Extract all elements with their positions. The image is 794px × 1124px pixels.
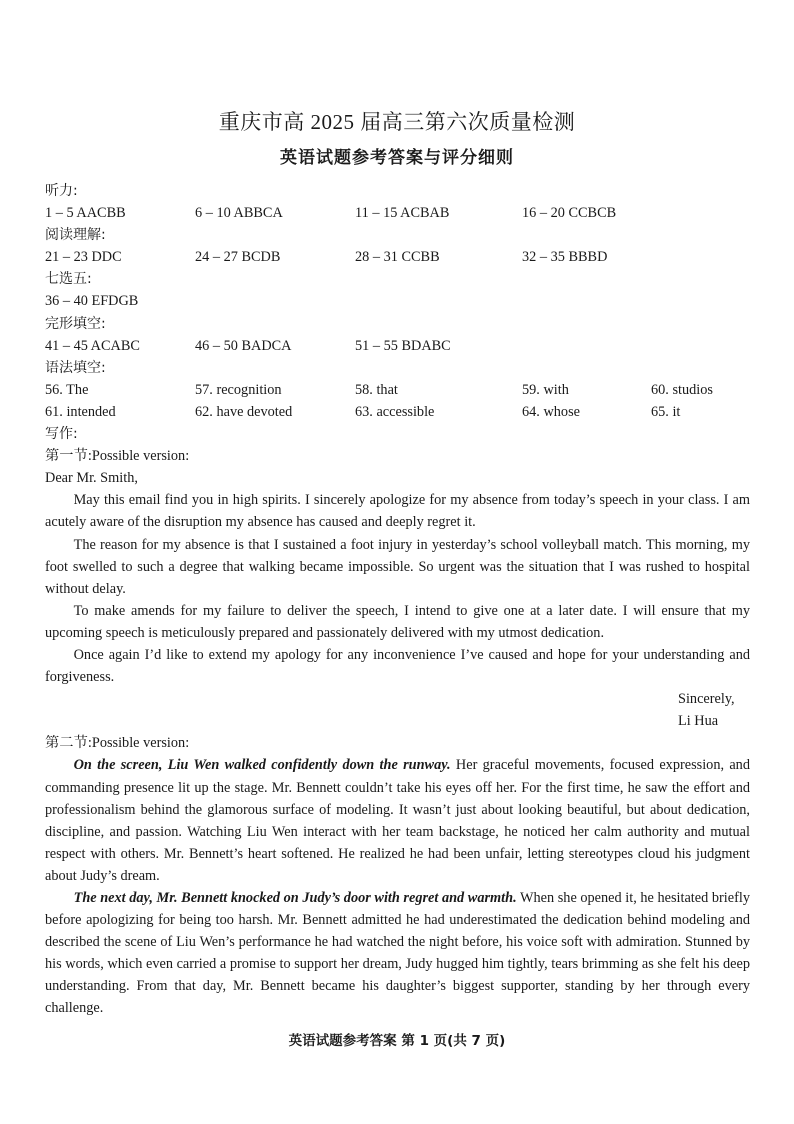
letter-greeting: Dear Mr. Smith, <box>45 470 138 487</box>
grammar-answer: 64. whose <box>522 403 580 420</box>
grammar-answer: 56. The <box>45 381 89 398</box>
page-footer: 英语试题参考答案 第 1 页(共 7 页) <box>288 1033 506 1049</box>
story-body: When she opened it, he hesitated briefly before apologizing for being too harsh. Mr. Bennett admitted he had underestimated the dedication behind modeling and described the scene of Liu Wen’s performance he had watched the night before, his voice soft with admiration. Stunned by his words, which even carried a promise to support her dream, Judy hugged him tightly, tears brimming as she felt his deep understanding. From that day, Mr. Bennett became his daughter’s biggest supporter, standing by her through every challenge. <box>45 890 750 1017</box>
writing-heading: 写作: <box>45 426 78 443</box>
answer-group: 21 – 23 DDC <box>45 249 122 266</box>
page-subtitle: 英语试题参考答案与评分细则 <box>280 148 514 168</box>
letter-paragraph: May this email find you in high spirits. I sincerely apologize for my absence from today’s speech in your class. I am acutely aware of the disruption my absence has caused and deeply regret it. <box>45 492 750 531</box>
letter-paragraph: To make amends for my failure to deliver the speech, I intend to give one at a later date. I will ensure that my upcoming speech is meticulously prepared and passionately delivered with my utmost dedication. <box>45 602 750 641</box>
part2-label: 第二节:Possible version: <box>45 735 190 752</box>
grammar-heading: 语法填空: <box>45 359 106 376</box>
grammar-answer: 60. studios <box>651 381 713 398</box>
grammar-answers-row <box>45 401 750 423</box>
grammar-answer: 58. that <box>355 381 398 398</box>
grammar-answer: 63. accessible <box>355 403 435 420</box>
story-lead-sentence: On the screen, Liu Wen walked confidently down the runway. <box>73 757 451 774</box>
seven-choose-five-heading: 七选五: <box>45 271 92 288</box>
listening-heading: 听力: <box>45 183 78 199</box>
grammar-answer: 57. recognition <box>195 381 282 398</box>
grammar-answer: 62. have devoted <box>195 403 293 420</box>
letter-signature: Li Hua <box>678 713 719 730</box>
listening-answers <box>45 202 750 224</box>
answer-group: 46 – 50 BADCA <box>195 337 292 354</box>
answer-group: 41 – 45 ACABC <box>45 337 140 354</box>
cloze-answers <box>45 335 750 357</box>
answer-group: 51 – 55 BDABC <box>355 337 451 354</box>
story-body: Her graceful movements, focused expression, and commanding presence lit up the stage. Mr. Bennett couldn’t take his eyes off her. For the first time, he saw the effort and professionalism behind the glamorous surface of modeling. It wasn’t just about looking beautiful, but about dedication, discipline, and passion. Watching Liu Wen interact with her team backstage, he noticed her calm authority and mutual respect with others. Mr. Bennett’s heart softened. He realized he had been unfair, letting stereotypes cloud his judgment about Judy’s dream. <box>45 757 750 884</box>
grammar-answer: 59. with <box>522 381 569 398</box>
grammar-answer: 65. it <box>651 403 681 420</box>
letter-paragraph: The reason for my absence is that I sustained a foot injury in yesterday’s school volleyball match. This morning, my foot swelled to such a degree that walking became impossible. So urgent was the situation that I was rushed to hospital without delay. <box>45 536 750 597</box>
grammar-answer: 61. intended <box>45 403 116 420</box>
reading-heading: 阅读理解: <box>45 227 106 244</box>
answer-group: 32 – 35 BBBD <box>522 249 608 266</box>
answer-group: 16 – 20 CCBCB <box>522 205 617 222</box>
grammar-answers-row <box>45 379 750 401</box>
reading-answers <box>45 246 750 268</box>
story-lead-sentence: The next day, Mr. Bennett knocked on Judy’s door with regret and warmth. <box>73 890 517 906</box>
answer-group: 28 – 31 CCBB <box>355 249 440 266</box>
story-paragraph <box>45 887 750 1020</box>
story-paragraph <box>45 754 750 887</box>
seven-choose-five-answers <box>45 290 750 312</box>
answer-group: 1 – 5 AACBB <box>45 205 126 222</box>
answer-group: 11 – 15 ACBAB <box>355 205 450 222</box>
answer-group: 24 – 27 BCDB <box>195 249 281 266</box>
answer-group: 6 – 10 ABBCA <box>195 205 283 222</box>
page-title: 重庆市高 2025 届高三第六次质量检测 <box>218 110 576 134</box>
answer-group: 36 – 40 EFDGB <box>45 293 139 310</box>
answer-content <box>45 180 750 1020</box>
cloze-heading: 完形填空: <box>45 315 106 332</box>
letter-paragraph: Once again I’d like to extend my apology for any inconvenience I’ve caused and hope for your understanding and forgiveness. <box>45 646 750 686</box>
letter-closing: Sincerely, <box>678 691 735 708</box>
part1-label: 第一节:Possible version: <box>45 448 190 465</box>
